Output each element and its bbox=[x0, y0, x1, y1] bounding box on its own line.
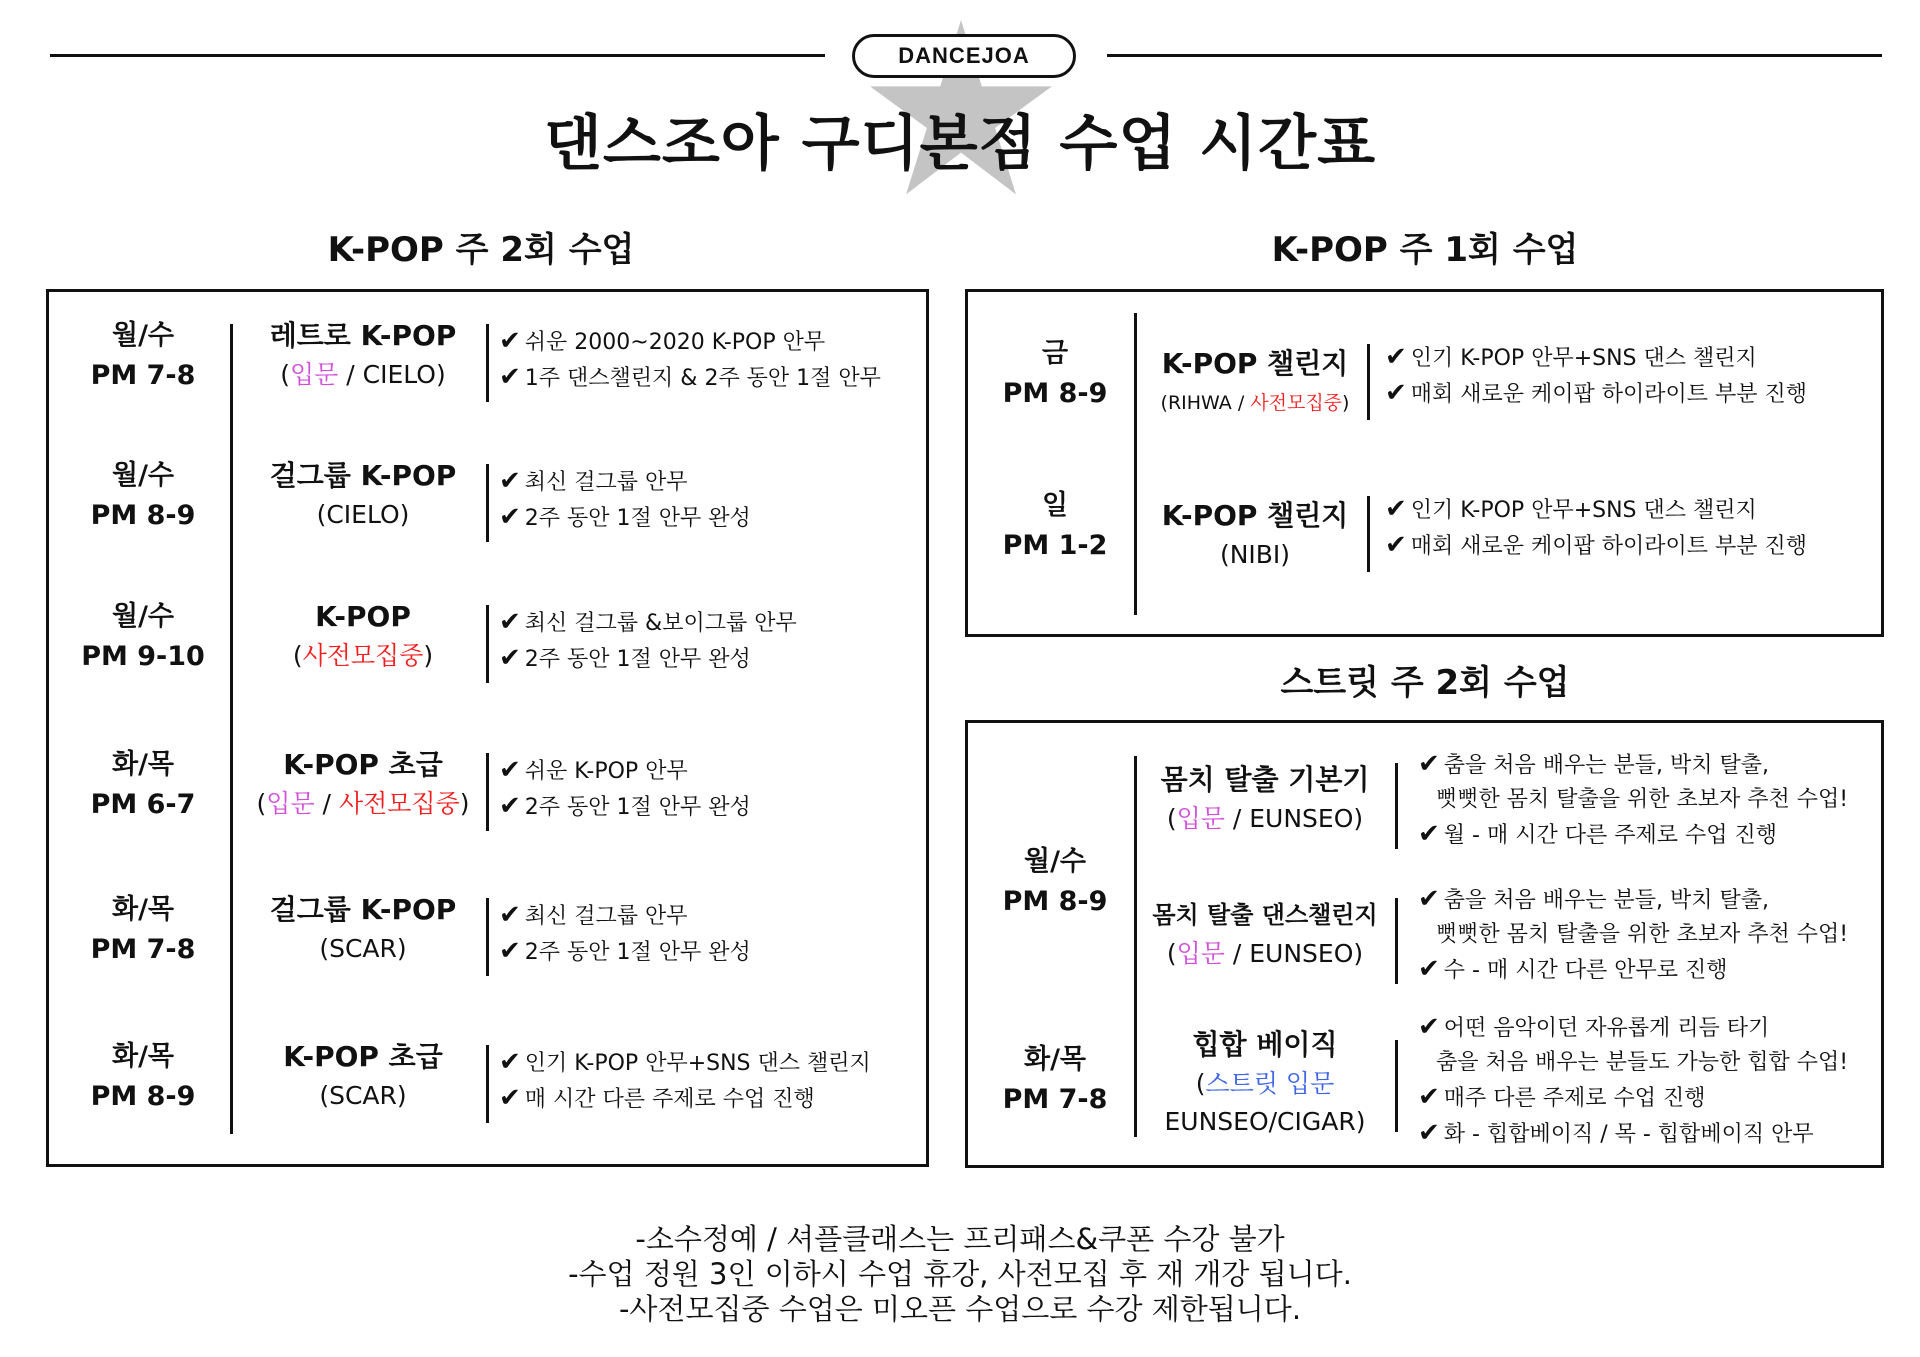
description-text: 춤을 처음 배우는 분들, 박치 탈출, bbox=[1443, 753, 1770, 778]
check-icon: ✔ bbox=[1418, 1012, 1440, 1042]
check-icon: ✔ bbox=[1418, 1082, 1440, 1112]
instructor-segment: 입문 bbox=[266, 789, 315, 818]
time-label: PM 8-9 bbox=[90, 500, 196, 531]
instructor-segment: ( bbox=[280, 360, 291, 389]
description-text: 매회 새로운 케이팝 하이라이트 부분 진행 bbox=[1410, 534, 1808, 559]
description-line bbox=[499, 360, 881, 396]
row-divider bbox=[486, 464, 489, 542]
instructor-segment: / CIELO) bbox=[338, 360, 446, 389]
instructor-segment: 스트릿 입문 bbox=[1205, 1069, 1335, 1098]
time-label: PM 8-9 bbox=[1002, 886, 1108, 917]
description-text: 최신 걸그룹 안무 bbox=[524, 904, 688, 929]
check-icon: ✔ bbox=[1418, 749, 1440, 779]
schedule-day-time bbox=[60, 597, 226, 677]
description-text: 쉬운 2000~2020 K-POP 안무 bbox=[524, 330, 826, 355]
class-info bbox=[1140, 496, 1370, 574]
description-line bbox=[499, 641, 797, 677]
class-info bbox=[1140, 344, 1370, 422]
description-line bbox=[1418, 918, 1848, 952]
description-line bbox=[1418, 1080, 1848, 1116]
description-line bbox=[499, 1081, 871, 1117]
description-line bbox=[1418, 1116, 1848, 1152]
divider bbox=[1134, 313, 1137, 615]
class-instructor bbox=[1140, 536, 1370, 574]
class-name: 레트로 K-POP bbox=[269, 319, 457, 352]
description-line bbox=[1418, 1046, 1848, 1080]
check-icon: ✔ bbox=[499, 1047, 521, 1077]
class-info bbox=[238, 316, 488, 394]
class-name: K-POP 초급 bbox=[283, 748, 443, 781]
time-label: PM 6-7 bbox=[90, 789, 196, 820]
schedule-day-time bbox=[985, 334, 1125, 414]
schedule-day-time bbox=[985, 1040, 1125, 1120]
class-name: 힙합 베이직 bbox=[1192, 1028, 1338, 1061]
check-icon: ✔ bbox=[1418, 884, 1440, 914]
day-label: 화/목 bbox=[111, 749, 175, 780]
section-title-kpop-1x: K-POP 주 1회 수업 bbox=[1271, 230, 1579, 270]
instructor-segment: 사전모집중 bbox=[338, 789, 460, 818]
check-icon: ✔ bbox=[1418, 1118, 1440, 1148]
description-text: 뻣뻣한 몸치 탈출을 위한 초보자 추천 수업! bbox=[1436, 787, 1849, 812]
class-description bbox=[499, 464, 751, 536]
class-name: 걸그룹 K-POP bbox=[269, 893, 457, 926]
time-label: PM 7-8 bbox=[90, 360, 196, 391]
check-icon: ✔ bbox=[1418, 954, 1440, 984]
divider bbox=[230, 324, 233, 1134]
description-text: 화 - 힙합베이직 / 목 - 힙합베이직 안무 bbox=[1443, 1122, 1814, 1147]
description-text: 인기 K-POP 안무+SNS 댄스 챌린지 bbox=[524, 1051, 871, 1076]
header-rule-right bbox=[1107, 54, 1882, 57]
class-info bbox=[238, 597, 488, 675]
class-info bbox=[238, 890, 488, 968]
check-icon: ✔ bbox=[1385, 342, 1407, 372]
description-text: 인기 K-POP 안무+SNS 댄스 챌린지 bbox=[1410, 498, 1757, 523]
class-instructor bbox=[238, 785, 488, 823]
class-description bbox=[499, 753, 751, 825]
check-icon: ✔ bbox=[499, 466, 521, 496]
class-instructor bbox=[1145, 1065, 1385, 1103]
class-instructor bbox=[1145, 800, 1385, 838]
section-title-kpop-2x: K-POP 주 2회 수업 bbox=[327, 230, 635, 270]
class-name: 몸치 탈출 기본기 bbox=[1160, 763, 1370, 796]
description-text: 2주 동안 1절 안무 완성 bbox=[524, 506, 751, 531]
class-description bbox=[499, 1045, 871, 1117]
class-name: K-POP 챌린지 bbox=[1161, 499, 1349, 532]
description-line bbox=[499, 753, 751, 789]
day-label: 금 bbox=[1041, 338, 1069, 369]
description-line bbox=[499, 324, 881, 360]
day-label: 일 bbox=[1041, 490, 1069, 521]
class-info bbox=[238, 745, 488, 823]
row-divider bbox=[486, 605, 489, 683]
class-instructor bbox=[238, 496, 488, 534]
instructor-segment: (RIHWA / bbox=[1160, 392, 1251, 414]
class-description bbox=[1418, 882, 1848, 988]
description-text: 쉬운 K-POP 안무 bbox=[524, 759, 688, 784]
instructor-segment: (SCAR) bbox=[319, 934, 407, 963]
day-label: 월/수 bbox=[111, 320, 175, 351]
check-icon: ✔ bbox=[499, 502, 521, 532]
check-icon: ✔ bbox=[499, 900, 521, 930]
row-divider bbox=[1367, 344, 1370, 420]
description-text: 월 - 매 시간 다른 주제로 수업 진행 bbox=[1443, 823, 1777, 848]
schedule-day-time bbox=[60, 456, 226, 536]
schedule-day-time bbox=[985, 486, 1125, 566]
description-line bbox=[499, 464, 751, 500]
description-text: 매주 다른 주제로 수업 진행 bbox=[1443, 1086, 1706, 1111]
time-label: PM 8-9 bbox=[1002, 378, 1108, 409]
class-description bbox=[1418, 747, 1848, 853]
row-divider bbox=[486, 898, 489, 976]
section-title-street-2x: 스트릿 주 2회 수업 bbox=[1280, 663, 1570, 703]
description-text: 최신 걸그룹 &보이그룹 안무 bbox=[524, 611, 797, 636]
check-icon: ✔ bbox=[499, 755, 521, 785]
schedule-day-time bbox=[60, 745, 226, 825]
class-description bbox=[499, 898, 751, 970]
instructor-segment: 입문 bbox=[1176, 939, 1225, 968]
description-text: 1주 댄스챌린지 & 2주 동안 1절 안무 bbox=[524, 366, 881, 391]
instructor-segment: 입문 bbox=[1176, 804, 1225, 833]
class-instructor bbox=[1140, 384, 1370, 422]
description-line bbox=[1385, 492, 1807, 528]
instructor-segment: ) bbox=[1342, 392, 1350, 414]
description-line bbox=[1418, 783, 1848, 817]
check-icon: ✔ bbox=[499, 1083, 521, 1113]
day-label: 화/목 bbox=[111, 1041, 175, 1072]
description-text: 인기 K-POP 안무+SNS 댄스 챌린지 bbox=[1410, 346, 1757, 371]
brand-badge: DANCEJOA bbox=[852, 34, 1076, 78]
day-label: 월/수 bbox=[111, 601, 175, 632]
note-line: -사전모집중 수업은 미오픈 수업으로 수강 제한됩니다. bbox=[618, 1292, 1302, 1326]
description-text: 매 시간 다른 주제로 수업 진행 bbox=[524, 1087, 815, 1112]
class-description bbox=[1385, 340, 1807, 412]
class-instructor bbox=[238, 1077, 488, 1115]
description-line bbox=[1385, 340, 1807, 376]
description-text: 최신 걸그룹 안무 bbox=[524, 470, 688, 495]
check-icon: ✔ bbox=[499, 791, 521, 821]
instructor-segment: 사전모집중 bbox=[302, 641, 424, 670]
class-description bbox=[499, 605, 797, 677]
class-info bbox=[1145, 895, 1385, 973]
row-divider bbox=[1395, 763, 1398, 849]
class-info bbox=[238, 1037, 488, 1115]
instructor-segment: ) bbox=[423, 641, 434, 670]
check-icon: ✔ bbox=[1385, 378, 1407, 408]
check-icon: ✔ bbox=[1418, 819, 1440, 849]
description-line bbox=[1385, 376, 1807, 412]
class-instructor-line2: EUNSEO/CIGAR) bbox=[1164, 1107, 1366, 1136]
class-instructor bbox=[238, 637, 488, 675]
instructor-segment: ( bbox=[1166, 939, 1177, 968]
class-description bbox=[1385, 492, 1807, 564]
description-text: 뻣뻣한 몸치 탈출을 위한 초보자 추천 수업! bbox=[1436, 922, 1849, 947]
row-divider bbox=[486, 1045, 489, 1123]
row-divider bbox=[486, 753, 489, 831]
class-instructor bbox=[238, 356, 488, 394]
class-info bbox=[238, 456, 488, 534]
row-divider bbox=[1395, 1040, 1398, 1132]
instructor-segment: 입문 bbox=[290, 360, 339, 389]
schedule-day-time bbox=[60, 1037, 226, 1117]
instructor-segment: 사전모집중 bbox=[1250, 392, 1343, 414]
description-line bbox=[1418, 817, 1848, 853]
divider bbox=[1134, 756, 1137, 1137]
description-text: 2주 동안 1절 안무 완성 bbox=[524, 940, 751, 965]
instructor-segment: (SCAR) bbox=[319, 1081, 407, 1110]
class-instructor bbox=[238, 930, 488, 968]
class-name: K-POP 초급 bbox=[283, 1040, 443, 1073]
class-name: K-POP bbox=[315, 600, 411, 633]
kpop-2x-table bbox=[46, 289, 929, 1167]
check-icon: ✔ bbox=[1385, 530, 1407, 560]
instructor-segment: ( bbox=[256, 789, 267, 818]
description-line bbox=[1418, 882, 1848, 918]
class-name: 몸치 탈출 댄스챌린지 bbox=[1152, 901, 1378, 929]
note-line: -수업 정원 3인 이하시 수업 휴강, 사전모집 후 재 개강 됩니다. bbox=[568, 1257, 1352, 1291]
row-divider bbox=[1395, 898, 1398, 984]
description-line bbox=[499, 898, 751, 934]
description-line bbox=[499, 1045, 871, 1081]
description-line bbox=[1418, 747, 1848, 783]
instructor-segment: (CIELO) bbox=[316, 500, 410, 529]
row-divider bbox=[1367, 496, 1370, 572]
instructor-segment: ( bbox=[1166, 804, 1177, 833]
header-rule-left bbox=[50, 54, 825, 57]
class-info bbox=[1145, 760, 1385, 838]
time-label: PM 9-10 bbox=[81, 641, 205, 672]
row-divider bbox=[486, 324, 489, 402]
description-text: 매회 새로운 케이팝 하이라이트 부분 진행 bbox=[1410, 382, 1808, 407]
description-text: 춤을 처음 배우는 분들도 가능한 힙합 수업! bbox=[1436, 1050, 1849, 1075]
schedule-day-time bbox=[60, 316, 226, 396]
class-description bbox=[1418, 1010, 1848, 1152]
description-text: 어떤 음악이던 자유롭게 리듬 타기 bbox=[1443, 1016, 1770, 1041]
check-icon: ✔ bbox=[1385, 494, 1407, 524]
time-label: PM 8-9 bbox=[90, 1081, 196, 1112]
instructor-segment: (NIBI) bbox=[1219, 540, 1291, 569]
schedule-day-time bbox=[60, 890, 226, 970]
description-text: 2주 동안 1절 안무 완성 bbox=[524, 795, 751, 820]
notes bbox=[0, 1222, 1920, 1327]
instructor-segment: ) bbox=[459, 789, 470, 818]
check-icon: ✔ bbox=[499, 936, 521, 966]
description-text: 춤을 처음 배우는 분들, 박치 탈출, bbox=[1443, 888, 1770, 913]
schedule-day-time bbox=[985, 842, 1125, 922]
check-icon: ✔ bbox=[499, 326, 521, 356]
note-line: -소수정예 / 셔플클래스는 프리패스&쿠폰 수강 불가 bbox=[635, 1222, 1285, 1256]
description-line bbox=[499, 605, 797, 641]
instructor-segment: / EUNSEO) bbox=[1224, 939, 1364, 968]
description-text: 2주 동안 1절 안무 완성 bbox=[524, 647, 751, 672]
class-instructor bbox=[1145, 935, 1385, 973]
time-label: PM 1-2 bbox=[1002, 530, 1108, 561]
day-label: 화/목 bbox=[1023, 1044, 1087, 1075]
class-name: 걸그룹 K-POP bbox=[269, 459, 457, 492]
time-label: PM 7-8 bbox=[1002, 1084, 1108, 1115]
instructor-segment: / EUNSEO) bbox=[1224, 804, 1364, 833]
day-label: 월/수 bbox=[111, 460, 175, 491]
description-line bbox=[499, 500, 751, 536]
page-title: 댄스조아 구디본점 수업 시간표 bbox=[543, 109, 1377, 179]
description-text: 수 - 매 시간 다른 안무로 진행 bbox=[1443, 958, 1728, 983]
time-label: PM 7-8 bbox=[90, 934, 196, 965]
day-label: 월/수 bbox=[1023, 846, 1087, 877]
description-line bbox=[1418, 952, 1848, 988]
description-line bbox=[499, 934, 751, 970]
class-description bbox=[499, 324, 881, 396]
instructor-segment: / bbox=[314, 789, 339, 818]
description-line bbox=[1418, 1010, 1848, 1046]
description-line bbox=[1385, 528, 1807, 564]
check-icon: ✔ bbox=[499, 362, 521, 392]
day-label: 화/목 bbox=[111, 894, 175, 925]
class-name: K-POP 챌린지 bbox=[1161, 347, 1349, 380]
check-icon: ✔ bbox=[499, 643, 521, 673]
class-info bbox=[1145, 1025, 1385, 1141]
instructor-segment: ( bbox=[292, 641, 303, 670]
check-icon: ✔ bbox=[499, 607, 521, 637]
description-line bbox=[499, 789, 751, 825]
instructor-segment: ( bbox=[1195, 1069, 1206, 1098]
